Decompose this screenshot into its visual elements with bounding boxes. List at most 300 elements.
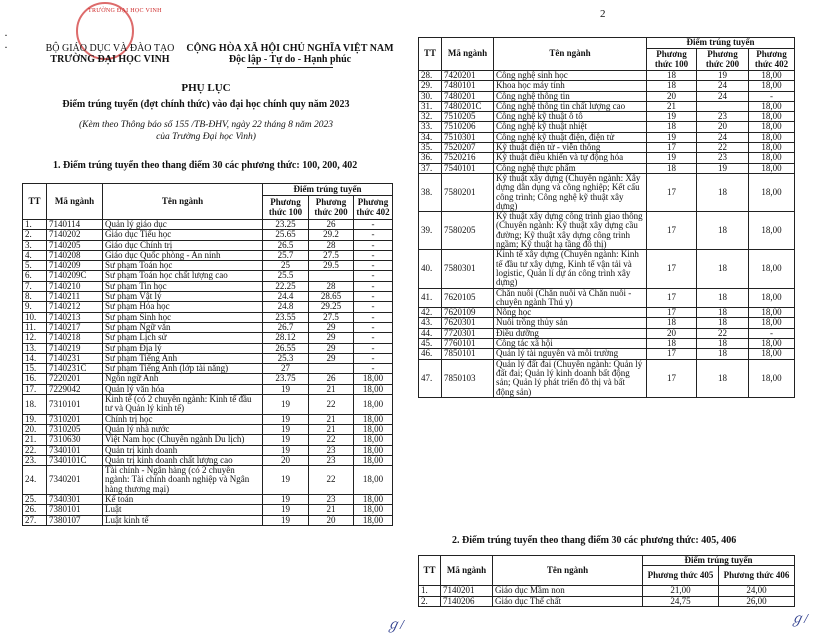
table-cell: 42. (419, 308, 442, 318)
table-cell: Chính trị học (103, 414, 263, 424)
table-cell: Công nghệ kỹ thuật nhiệt (494, 122, 647, 132)
table-cell: 19 (647, 112, 697, 122)
table-cell: 25 (263, 261, 309, 271)
table-cell: 29.5 (309, 261, 354, 271)
table-cell: 7510301 (442, 132, 494, 142)
table-cell: 7340101 (47, 445, 103, 455)
table-row (23, 505, 393, 515)
col-ten-nganh: Tên ngành (493, 556, 643, 586)
table-cell: Kinh tế (có 2 chuyên ngành: Kinh tế đầu tư và Quản lý kinh tế) (103, 395, 263, 415)
table-cell: 26.5 (263, 240, 309, 250)
table-cell: Giáo dục Chính trị (103, 240, 263, 250)
table-cell: 7580301 (442, 250, 494, 288)
table-cell: 7140211 (47, 292, 103, 302)
table-cell: 18 (697, 250, 749, 288)
table-cell (309, 364, 354, 374)
table-cell: Quản lý văn hóa (103, 384, 263, 394)
table-cell: - (354, 322, 393, 332)
table-row (23, 353, 393, 363)
table-cell: 25. (23, 495, 47, 505)
table-cell: 7520216 (442, 153, 494, 163)
table-cell: 7480201 (442, 91, 494, 101)
table-cell: 7140114 (47, 220, 103, 230)
table-cell: 24. (23, 466, 47, 495)
table-cell: 25.7 (263, 250, 309, 260)
table-cell: 24 (697, 91, 749, 101)
table-row (419, 71, 795, 81)
table-cell: Kỹ thuật điện tử - viễn thông (494, 143, 647, 153)
table-cell: - (354, 302, 393, 312)
table-row (419, 163, 795, 173)
col-pt100: Phương thức 100 (263, 196, 309, 220)
col-pt406: Phương thức 406 (719, 566, 795, 586)
table-cell: Công nghệ kỹ thuật điện, điện tử (494, 132, 647, 142)
table-cell: 18,00 (749, 81, 795, 91)
table-cell: 7850101 (442, 349, 494, 359)
table-cell: - (354, 250, 393, 260)
table-cell: 19 (263, 445, 309, 455)
col-ma-nganh: Mã ngành (47, 184, 103, 220)
table-cell: 18,00 (354, 455, 393, 465)
table-cell: 27.5 (309, 312, 354, 322)
table-cell: 15. (23, 364, 47, 374)
table-cell: 24 (697, 81, 749, 91)
table-cell: 7140205 (47, 240, 103, 250)
table-cell: 23 (309, 455, 354, 465)
table-cell: 18,00 (354, 384, 393, 394)
table-cell: 19 (697, 163, 749, 173)
table-cell: Sư phạm Sinh học (103, 312, 263, 322)
table-cell: Công nghệ thông tin chất lượng cao (494, 101, 647, 111)
table-cell: 7310630 (47, 435, 103, 445)
table-cell: 28 (309, 240, 354, 250)
table-cell: 18 (697, 173, 749, 211)
table-cell: Sư phạm Lịch sử (103, 333, 263, 343)
table-cell: Sư phạm Vật lý (103, 292, 263, 302)
table-row (23, 250, 393, 260)
table-cell: 26,00 (719, 596, 795, 606)
table-cell: 17 (647, 349, 697, 359)
table-cell: 18 (647, 81, 697, 91)
table-cell: 22 (309, 395, 354, 415)
table-cell: 25.65 (263, 230, 309, 240)
table-cell: 17 (647, 173, 697, 211)
reference-note-2: của Trường Đại học Vinh) (156, 132, 256, 142)
table-cell: 7510206 (442, 122, 494, 132)
table-cell: 17 (647, 143, 697, 153)
table-cell: 7140208 (47, 250, 103, 260)
national-motto: Độc lập - Tự do - Hạnh phúc (228, 54, 352, 65)
table-cell: 21 (309, 424, 354, 434)
table-cell: 44. (419, 328, 442, 338)
table-cell: 9. (23, 302, 47, 312)
table-cell: 7520207 (442, 143, 494, 153)
table-cell: Khoa học máy tính (494, 81, 647, 91)
university-name: TRƯỜNG ĐẠI HỌC VINH (50, 54, 170, 65)
table-cell: 39. (419, 212, 442, 250)
table-cell: 29.2 (309, 230, 354, 240)
table-cell: 47. (419, 359, 442, 397)
table-cell: Quản trị kinh doanh chất lượng cao (103, 455, 263, 465)
table-cell: 7620105 (442, 288, 494, 308)
ministry-name: BỘ GIÁO DỤC VÀ ĐÀO TẠO (45, 43, 175, 54)
table-cell: - (354, 312, 393, 322)
table-cell: 23.25 (263, 220, 309, 230)
table-cell: Quản lý giáo dục (103, 220, 263, 230)
col-pt200: Phương thức 200 (697, 49, 749, 71)
table-cell: 46. (419, 349, 442, 359)
table-row (419, 153, 795, 163)
table-cell: 22. (23, 445, 47, 455)
table-cell: Chăn nuôi (Chăn nuôi và Chăn nuôi - chuyên ngành Thú y) (494, 288, 647, 308)
table-cell: 19 (263, 414, 309, 424)
table-cell: Điều dưỡng (494, 328, 647, 338)
table-row (23, 424, 393, 434)
table-row (419, 308, 795, 318)
table-row (23, 515, 393, 525)
table-cell (309, 271, 354, 281)
table-cell: 20 (647, 91, 697, 101)
table-cell: 21,00 (643, 586, 719, 596)
table-cell: 23 (309, 495, 354, 505)
table-cell: 18 (647, 318, 697, 328)
table-row (23, 374, 393, 384)
table-cell: Giáo dục Tiểu học (103, 230, 263, 240)
table-cell: 17 (647, 308, 697, 318)
col-pt100: Phương thức 100 (647, 49, 697, 71)
table-cell: Quản trị kinh doanh (103, 445, 263, 455)
table-row (419, 586, 795, 596)
table-cell: 33. (419, 122, 442, 132)
table-cell: 23.55 (263, 312, 309, 322)
table-cell: Sư phạm Địa lý (103, 343, 263, 353)
table-cell: 17 (647, 250, 697, 288)
table-cell: 2. (23, 230, 47, 240)
table-cell: Ngôn ngữ Anh (103, 374, 263, 384)
table-row (23, 261, 393, 271)
reference-note: (Kèm theo Thông báo số 155 /TB-ĐHV, ngày 22 tháng 8 năm 2023 (79, 120, 333, 130)
table-cell: 20 (263, 455, 309, 465)
col-tt: TT (23, 184, 47, 220)
col-pt200: Phương thức 200 (309, 196, 354, 220)
table-cell: 7850103 (442, 359, 494, 397)
table-cell: 35. (419, 143, 442, 153)
table-cell: 27. (23, 515, 47, 525)
table-cell: 1. (419, 586, 441, 596)
table-cell: 45. (419, 339, 442, 349)
table-cell: 19 (263, 466, 309, 495)
admission-table-2 (418, 37, 795, 398)
republic-name: CỘNG HÒA XÃ HỘI CHỦ NGHĨA VIỆT NAM (186, 43, 394, 54)
table-cell: 17 (647, 288, 697, 308)
table-cell: Sư phạm Tiếng Anh (103, 353, 263, 363)
col-diem: Điểm trúng tuyển (263, 184, 393, 196)
table-row (419, 349, 795, 359)
table-cell: - (354, 230, 393, 240)
table-cell: Sư phạm Tiếng Anh (lớp tài năng) (103, 364, 263, 374)
table-cell: 7340201 (47, 466, 103, 495)
table-row (23, 333, 393, 343)
table-row (23, 240, 393, 250)
table-cell: 7229042 (47, 384, 103, 394)
col-ten-nganh: Tên ngành (103, 184, 263, 220)
table-cell: 23. (23, 455, 47, 465)
table-cell: 7760101 (442, 339, 494, 349)
table-cell: 24.4 (263, 292, 309, 302)
table-cell: Kỹ thuật điều khiển và tự động hóa (494, 153, 647, 163)
table-cell: Công nghệ sinh học (494, 71, 647, 81)
table-cell: 7140206 (441, 596, 493, 606)
table-cell: 7140202 (47, 230, 103, 240)
table-cell: 7310101 (47, 395, 103, 415)
table-cell: 7140219 (47, 343, 103, 353)
table-cell: 18 (647, 339, 697, 349)
table-cell: 18,00 (749, 163, 795, 173)
table-cell: 23 (697, 153, 749, 163)
table-cell: 18 (647, 71, 697, 81)
table-cell: Quản lý tài nguyên và môi trường (494, 349, 647, 359)
table-cell: Giáo dục Thể chất (493, 596, 643, 606)
table-cell: 23 (309, 445, 354, 455)
table-row (419, 112, 795, 122)
table-cell: Sư phạm Toán học (103, 261, 263, 271)
table-cell: 18,00 (749, 339, 795, 349)
table-cell: 20. (23, 424, 47, 434)
table-cell: 7310205 (47, 424, 103, 434)
table-cell: - (354, 364, 393, 374)
table-cell: 19 (263, 505, 309, 515)
table-cell: 26 (309, 220, 354, 230)
table-row (419, 212, 795, 250)
table-cell: Sư phạm Hóa học (103, 302, 263, 312)
table-row (23, 281, 393, 291)
table-cell: Tài chính - Ngân hàng (có 2 chuyên ngành: Tài chính doanh nghiệp và Ngân hàng thương mại) (103, 466, 263, 495)
handwritten-initial: ℊ/ (790, 612, 808, 627)
table-cell: 7140212 (47, 302, 103, 312)
table-row (23, 343, 393, 353)
table-row (419, 339, 795, 349)
table-cell: 26.7 (263, 322, 309, 332)
table-cell: 18,00 (749, 71, 795, 81)
table-cell: 16. (23, 374, 47, 384)
table-cell: Công nghệ thực phẩm (494, 163, 647, 173)
table-cell: Công nghệ thông tin (494, 91, 647, 101)
table-cell: 32. (419, 112, 442, 122)
table-cell: 7310201 (47, 414, 103, 424)
table-row (419, 81, 795, 91)
table-cell: 29 (309, 322, 354, 332)
table-cell: 12. (23, 333, 47, 343)
table-cell: 22 (697, 328, 749, 338)
col-ma-nganh: Mã ngành (441, 556, 493, 586)
section2-title: 2. Điểm trúng tuyển theo thang điểm 30 các phương thức: 405, 406 (452, 535, 737, 546)
table-cell: Sư phạm Tin học (103, 281, 263, 291)
table-cell: 24,75 (643, 596, 719, 606)
table-cell: 19 (647, 132, 697, 142)
table-cell: - (354, 281, 393, 291)
table-cell: Luật kinh tế (103, 515, 263, 525)
table-cell: 18,00 (354, 466, 393, 495)
table-row (23, 495, 393, 505)
table-cell: 18,00 (354, 435, 393, 445)
table-cell: 26. (23, 505, 47, 515)
table-row (419, 288, 795, 308)
col-diem: Điểm trúng tuyển (647, 38, 795, 49)
table-cell: 41. (419, 288, 442, 308)
table-cell: 7480201C (442, 101, 494, 111)
table-cell: 18,00 (354, 424, 393, 434)
table-cell: 29 (309, 343, 354, 353)
table-cell: 29. (419, 81, 442, 91)
table-cell: 18,00 (749, 212, 795, 250)
table-cell: Giáo dục Quốc phòng - An ninh (103, 250, 263, 260)
table-cell: 24,00 (719, 586, 795, 596)
table-cell: 20 (647, 328, 697, 338)
table-row (23, 364, 393, 374)
table-cell: 7620109 (442, 308, 494, 318)
table-cell: 28 (309, 281, 354, 291)
admission-table-1 (22, 183, 393, 526)
table-cell: 18,00 (354, 505, 393, 515)
table-cell: 18,00 (354, 495, 393, 505)
table-cell: Kỹ thuật xây dựng (Chuyên ngành: Xây dựng dân dụng và công nghiệp; Kết cấu công trình; Công nghệ kỹ thuật xây dựng) (494, 173, 647, 211)
table-cell: 18,00 (749, 132, 795, 142)
table-cell: 25.5 (263, 271, 309, 281)
table-cell: - (749, 328, 795, 338)
section1-title: 1. Điểm trúng tuyển theo thang điểm 30 các phương thức: 100, 200, 402 (53, 160, 358, 171)
table-cell: Công nghệ kỹ thuật ô tô (494, 112, 647, 122)
table-cell: 23.75 (263, 374, 309, 384)
table-cell: 18,00 (354, 445, 393, 455)
table-cell: 22 (309, 466, 354, 495)
table-row (23, 384, 393, 394)
table-cell: Giáo dục Mầm non (493, 586, 643, 596)
table-cell: - (354, 220, 393, 230)
table-row (23, 271, 393, 281)
table-row (23, 292, 393, 302)
table-cell: 18,00 (749, 112, 795, 122)
table-row (23, 312, 393, 322)
table-cell: - (749, 91, 795, 101)
table-cell: 7140231 (47, 353, 103, 363)
table-row (419, 328, 795, 338)
table-cell: 37. (419, 163, 442, 173)
table-cell: 18,00 (749, 143, 795, 153)
table-cell: 18 (697, 212, 749, 250)
table-cell: 18. (23, 395, 47, 415)
table-cell: Kế toán (103, 495, 263, 505)
table-cell: Sư phạm Toán học chất lượng cao (103, 271, 263, 281)
table-cell: - (354, 292, 393, 302)
table-cell: 10. (23, 312, 47, 322)
table-cell: 18,00 (354, 414, 393, 424)
table-cell: 18,00 (749, 173, 795, 211)
table-cell: 21 (309, 505, 354, 515)
table-cell: 19 (263, 384, 309, 394)
table-cell: 18 (647, 163, 697, 173)
table-row (23, 414, 393, 424)
table-cell: 28.12 (263, 333, 309, 343)
table-cell: 7140209 (47, 261, 103, 271)
table-row (23, 302, 393, 312)
table-cell: 7580201 (442, 173, 494, 211)
table-cell: 18,00 (749, 349, 795, 359)
table-cell: 7140231C (47, 364, 103, 374)
table-row (23, 395, 393, 415)
table-cell: 18,00 (354, 374, 393, 384)
table-cell: 43. (419, 318, 442, 328)
table-cell: 19 (263, 424, 309, 434)
table-row (419, 143, 795, 153)
table-cell: 26.55 (263, 343, 309, 353)
table-cell: 19 (263, 515, 309, 525)
table-cell: Sư phạm Ngữ văn (103, 322, 263, 332)
table-cell: 2. (419, 596, 441, 606)
table-cell: 7380101 (47, 505, 103, 515)
table-row (419, 173, 795, 211)
table-cell: 18,00 (749, 288, 795, 308)
table-cell: 7580205 (442, 212, 494, 250)
table-row (23, 455, 393, 465)
table-cell: Công tác xã hội (494, 339, 647, 349)
table-cell: 7380107 (47, 515, 103, 525)
table-cell: 7340101C (47, 455, 103, 465)
col-ma-nganh: Mã ngành (442, 38, 494, 71)
col-pt405: Phương thức 405 (643, 566, 719, 586)
table-row (23, 220, 393, 230)
table-cell: 19 (263, 435, 309, 445)
table-cell: 18 (697, 359, 749, 397)
table-cell: 31. (419, 101, 442, 111)
table-cell: 19 (697, 71, 749, 81)
table-row (23, 445, 393, 455)
table-cell: 18,00 (749, 122, 795, 132)
table-cell: Quản lý nhà nước (103, 424, 263, 434)
page-number: 2 (600, 8, 606, 20)
table-cell: 21 (647, 101, 697, 111)
table-cell: 23 (697, 112, 749, 122)
table-cell: Luật (103, 505, 263, 515)
table-row (419, 596, 795, 606)
table-cell: - (354, 333, 393, 343)
table-cell: 6. (23, 271, 47, 281)
table-cell: 8. (23, 292, 47, 302)
table-cell: 18 (697, 349, 749, 359)
table-cell: 11. (23, 322, 47, 332)
table-cell: 3. (23, 240, 47, 250)
table-cell: 7140213 (47, 312, 103, 322)
table-cell: 19 (263, 395, 309, 415)
table-cell: - (354, 240, 393, 250)
table-cell: 4. (23, 250, 47, 260)
table-cell: 18,00 (749, 250, 795, 288)
table-cell: 18,00 (749, 101, 795, 111)
table-cell: 18,00 (354, 395, 393, 415)
table-row (23, 322, 393, 332)
table-cell: - (354, 343, 393, 353)
table-cell: 21 (309, 384, 354, 394)
table-cell: 18,00 (749, 318, 795, 328)
table-cell: 17. (23, 384, 47, 394)
table-cell: 20 (309, 515, 354, 525)
bullet-mark: · (4, 28, 8, 42)
table-cell: 29 (309, 333, 354, 343)
table-row (419, 359, 795, 397)
table-cell: 19 (263, 495, 309, 505)
table-cell: 34. (419, 132, 442, 142)
table-cell: 7220201 (47, 374, 103, 384)
table-cell: 5. (23, 261, 47, 271)
